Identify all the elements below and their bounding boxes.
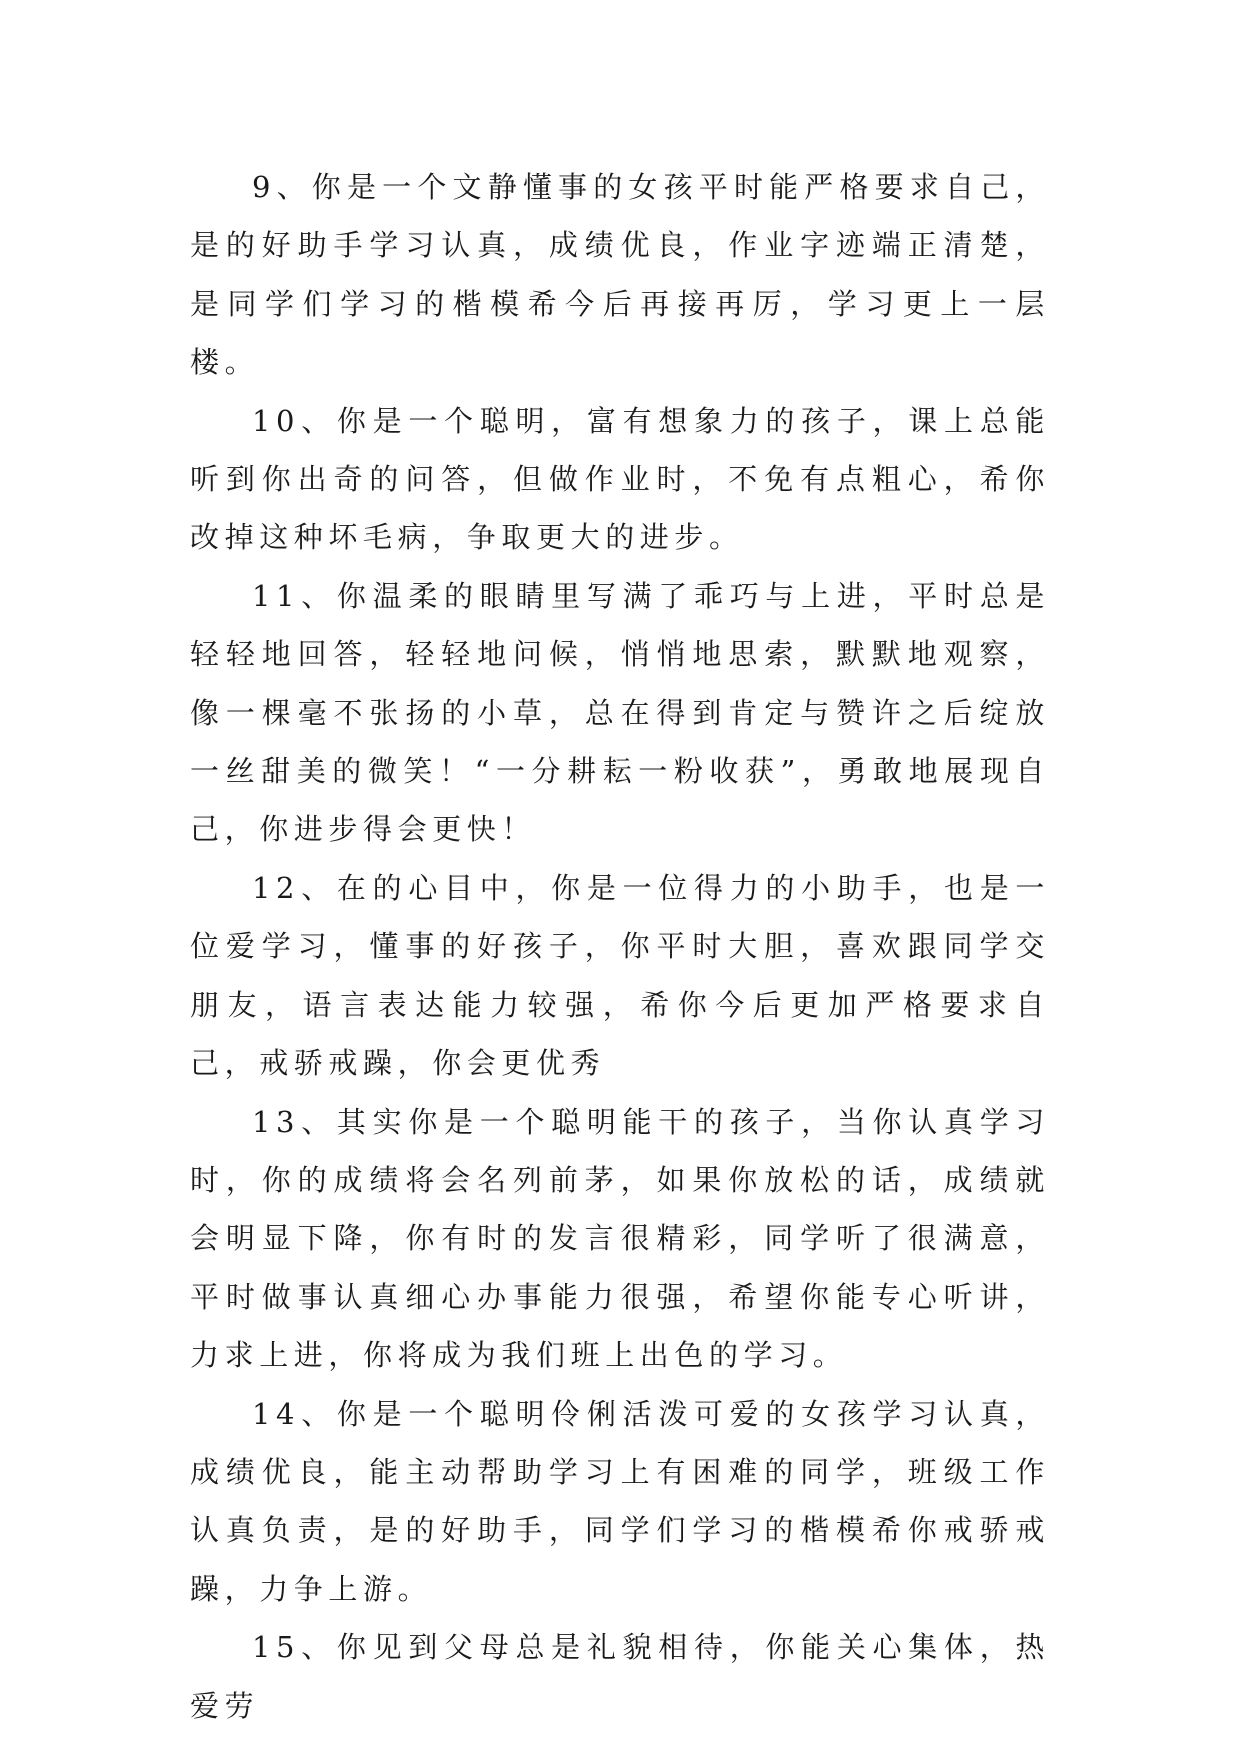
paragraph-9: 9、你是一个文静懂事的女孩平时能严格要求自己，是的好助手学习认真，成绩优良，作业字迹端正清楚，是同学们学习的楷模希今后再接再厉，学习更上一层楼。 [190, 170, 1050, 380]
paragraph-10: 10、你是一个聪明，富有想象力的孩子，课上总能听到你出奇的问答，但做作业时，不免有点粗心，希你改掉这种坏毛病，争取更大的进步。 [190, 403, 1050, 555]
paragraph-12: 12、在的心目中，你是一位得力的小助手，也是一位爱学习，懂事的好孩子，你平时大胆，喜欢跟同学交朋友，语言表达能力较强，希你今后更加严格要求自己，戒骄戒躁，你会更优秀 [190, 870, 1050, 1081]
paragraph-14: 14、你是一个聪明伶俐活泼可爱的女孩学习认真，成绩优良，能主动帮助学习上有困难的同学，班级工作认真负责，是的好助手，同学们学习的楷模希你戒骄戒躁，力争上游。 [190, 1396, 1050, 1606]
paragraph-13: 13、其实你是一个聪明能干的孩子，当你认真学习时，你的成绩将会名列前茅，如果你放松的话，成绩就会明显下降，你有时的发言很精彩，同学听了很满意，平时做事认真细心办事能力很强，希望你能专心听讲，力求上进，你将成为我们班上出色的学习。 [190, 1104, 1050, 1373]
paragraph-15: 15、你见到父母总是礼貌相待，你能关心集体，热爱劳 [190, 1630, 1050, 1723]
paragraph-11: 11、你温柔的眼睛里写满了乖巧与上进，平时总是轻轻地回答，轻轻地问候，悄悄地思索，默默地观察，像一棵毫不张扬的小草，总在得到肯定与赞许之后绽放一丝甜美的微笑！“一分耕耘一粉收获”，勇敢地展现自己，你进步得会更快！ [190, 578, 1050, 847]
document-body [190, 158, 1050, 1735]
